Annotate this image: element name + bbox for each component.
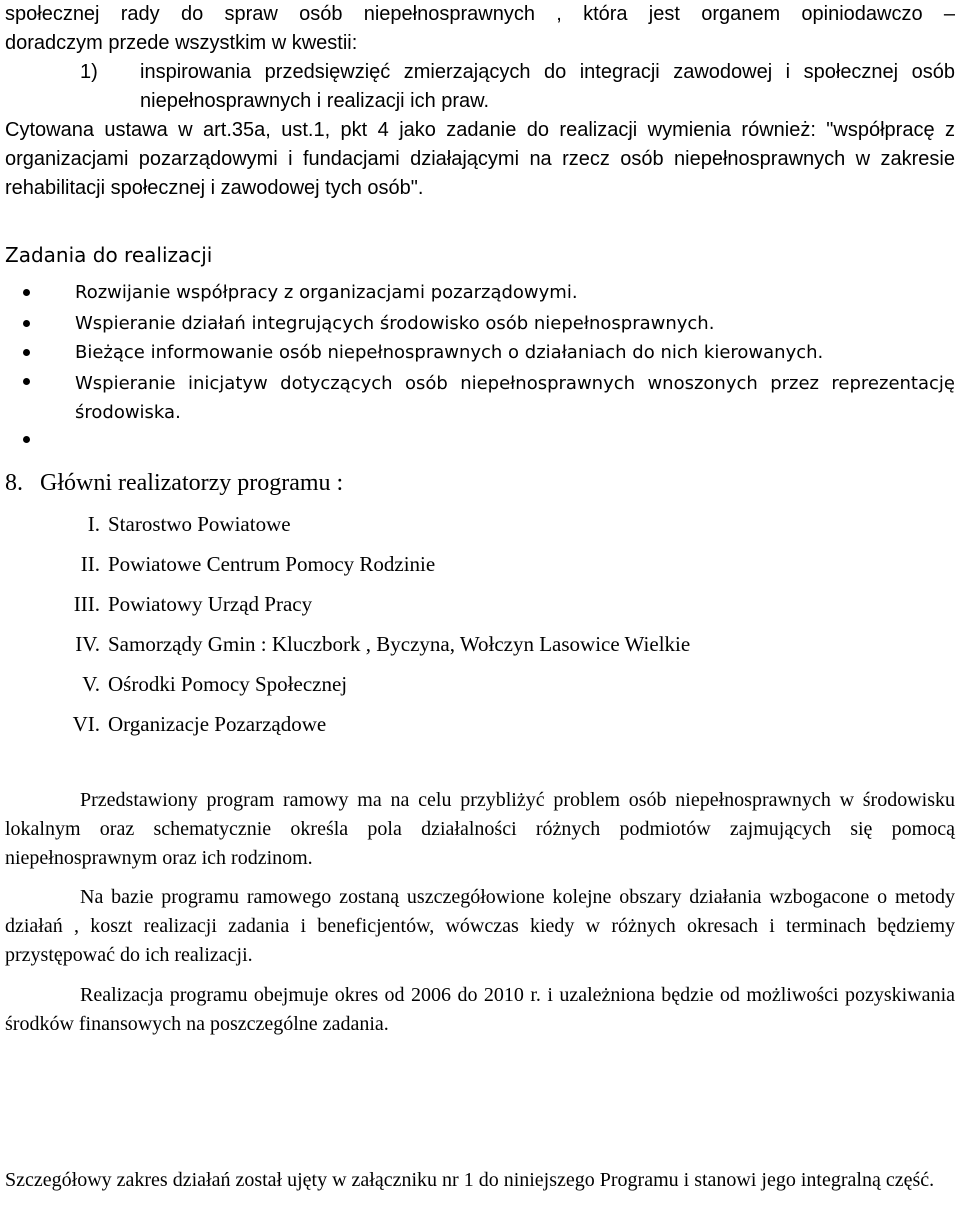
realizer-name: Ośrodki Pomocy Społecznej xyxy=(108,672,348,696)
closing-paragraph-2: Na bazie programu ramowego zostaną uszczegółowione kolejne obszary działania wzbogacone o metody działań , koszt realizacji zadania i beneficjentów, wówczas kiedy w różnych okresach i terminach będziemy przystępować do ich realizacji. xyxy=(5,886,955,966)
list-item xyxy=(5,584,955,624)
realizer-name: Starostwo Powiatowe xyxy=(108,512,291,536)
task-text: Wspieranie inicjatyw dotyczących osób niepełnosprawnych wnoszonych przez reprezentację środowiska. xyxy=(75,373,955,423)
intro-paragraph: Cytowana ustawa w art.35a, ust.1, pkt 4 jako zadanie do realizacji wymienia również: "współpracę z organizacjami pozarządowymi i fundacjami działającymi na rzecz osób niepełnosprawnych w zakresie rehabilitacji społecznej i zawodowej tych osób". xyxy=(5,119,955,199)
closing-paragraph-4: Szczegółowy zakres działań został ujęty w załączniku nr 1 do niniejszego Programu i stanowi jego integralną część. xyxy=(5,1169,935,1191)
list-item xyxy=(5,504,955,544)
realizer-name: Organizacje Pozarządowe xyxy=(108,712,327,736)
intro-line-1: społecznej rady do spraw osób niepełnosprawnych , która jest organem opiniodawczo – xyxy=(5,3,955,25)
list-item xyxy=(5,544,955,584)
list-item xyxy=(5,427,955,456)
section-title: Główni realizatorzy programu : xyxy=(40,470,344,496)
task-text: Wspieranie działań integrujących środowisko osób niepełnosprawnych. xyxy=(75,313,715,334)
realizer-name: Powiatowe Centrum Pomocy Rodzinie xyxy=(108,552,436,576)
realizer-name: Samorządy Gmin : Kluczbork , Byczyna, Wołczyn Lasowice Wielkie xyxy=(108,632,691,656)
section-number: 8. xyxy=(5,470,23,496)
list-item xyxy=(5,369,955,427)
bullet-icon xyxy=(23,349,30,356)
realizers-list xyxy=(5,504,955,744)
list-item xyxy=(5,311,955,340)
list-item xyxy=(5,340,955,369)
closing-paragraph-3: Realizacja programu obejmuje okres od 2006 do 2010 r. i uzależniona będzie od możliwości pozyskiwania środków finansowych na poszczególne zadania. xyxy=(5,984,955,1035)
intro-item-text: inspirowania przedsięwzięć zmierzających do integracji zawodowej i społecznej osób niepełnosprawnych i realizacji ich praw. xyxy=(140,61,955,112)
intro-line-2: doradczym przede wszystkim w kwestii: xyxy=(5,32,358,54)
bullet-icon xyxy=(23,378,30,385)
roman-numeral: IV. xyxy=(75,632,100,656)
roman-numeral: II. xyxy=(80,552,100,576)
closing-paragraph-1: Przedstawiony program ramowy ma na celu przybliżyć problem osób niepełnosprawnych w środowisku lokalnym oraz schematycznie określa pola działalności różnych podmiotów zajmujących się pomocą niepełnosprawnym oraz ich rodzinom. xyxy=(5,789,955,869)
intro-item-number: 1) xyxy=(80,61,98,83)
list-item xyxy=(5,280,955,311)
bullet-icon xyxy=(23,289,30,296)
bullet-icon xyxy=(23,320,30,327)
roman-numeral: V. xyxy=(82,672,100,696)
realizer-name: Powiatowy Urząd Pracy xyxy=(108,592,313,616)
task-text: Rozwijanie współpracy z organizacjami pozarządowymi. xyxy=(75,282,578,303)
list-item xyxy=(5,704,955,744)
task-text: Bieżące informowanie osób niepełnosprawnych o działaniach do nich kierowanych. xyxy=(75,342,824,363)
intro-numbered-item xyxy=(80,58,955,116)
roman-numeral: I. xyxy=(87,512,100,536)
bullet-icon xyxy=(23,436,30,443)
tasks-list xyxy=(5,280,955,456)
list-item xyxy=(5,624,955,664)
list-item xyxy=(5,664,955,704)
roman-numeral: III. xyxy=(73,592,100,616)
roman-numeral: VI. xyxy=(72,712,100,736)
section-8-heading xyxy=(5,466,343,500)
tasks-heading: Zadania do realizacji xyxy=(5,243,213,267)
